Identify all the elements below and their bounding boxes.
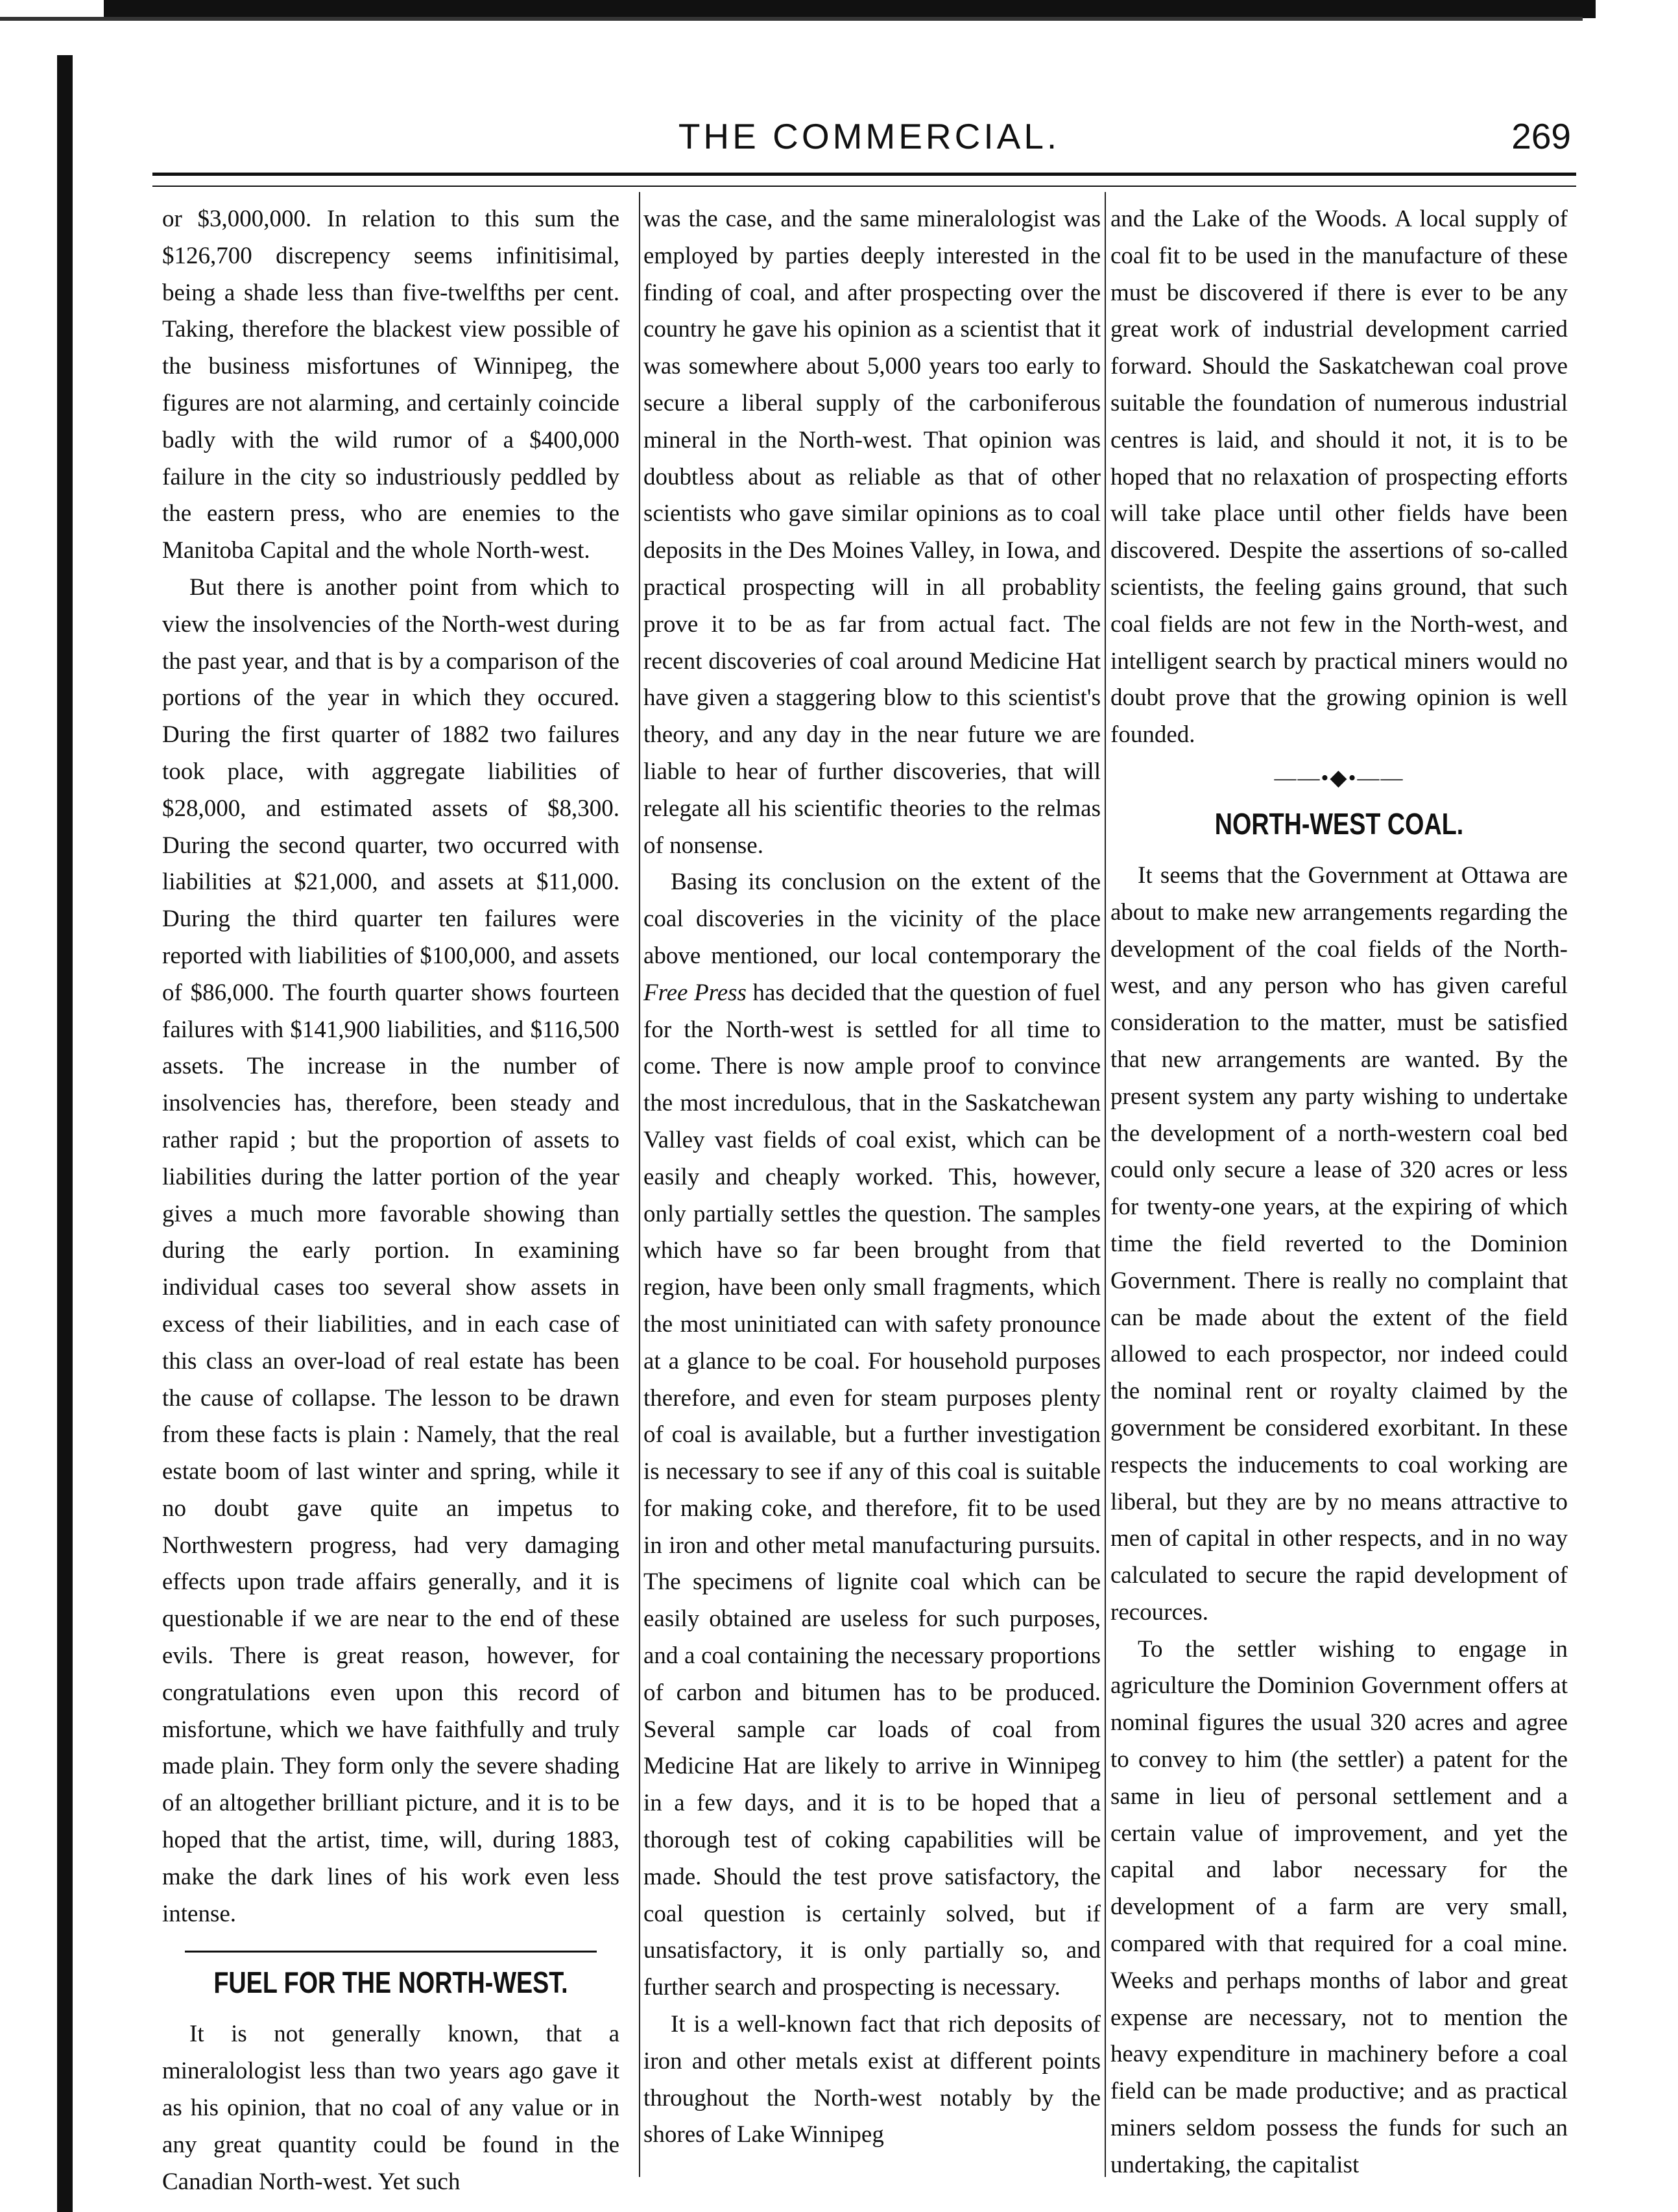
p2-after: has decided that the question of fuel for the North-west is settled for all time to come. There is now ample proof to convince the most incredulous, that in the Saskatchewan Valley vast fields of coal exist, which can be easily and cheaply worked. This, however, only partially settles the question. The samples which have so far been brought from that region, have been only small fragments, which the most uninitiated can with safety pronounce at a glance to be coal. For household purposes therefore, and even for steam purposes plenty of coal is available, but a further investigation is necessary to see if any of this coal is suitable for making coke, and therefore, fit to be used in iron and other metal manufacturing pursuits. The specimens of lignite coal which can be easily obtained are useless for such purposes, and a coal containing the necessary proportions of carbon and bitumen has to be produced. Several sample car loads of coal from Medicine Hat are likely to arrive in Winnipeg in a few days, and it is to be hoped that a thorough test of coking capabilities will be made. Should the test prove satisfactory, the coal question is certainly solved, but if unsatisfactory, it is only partially so, and further search and prospecting is necessary. (643, 979, 1101, 2001)
column-1-paragraph-2: But there is another point from which to view the insolvencies of the North-west during the past year, and that is by a comparison of the portions of the year in which they occured. During the first quarter of 1882 two failures took place, with aggregate liabilities of $28,000, and estimated assets of $8,300. During the second quarter, two occurred with liabilities at $21,000, and assets at $11,000. During the third quarter ten failures were reported with liabilities of $100,000, and assets of $86,000. The fourth quarter shows fourteen failures with $141,900 liabilities, and $116,500 assets. The increase in the number of insolvencies has, therefore, been steady and rather rapid ; but the proportion of assets to liabilities during the latter portion of the year gives a much more favorable showing than during the early portion. In examining individual cases too several show assets in excess of their liabilities, and in each case of this class an over-load of real estate has been the cause of collapse. The lesson to be drawn from these facts is plain : Namely, that the real estate boom of last winter and spring, while it no doubt gave quite an impetus to Northwestern progress, had very damaging effects upon trade affairs generally, and it is questionable if we are near to the end of these evils. There is great reason, however, for congratulations even upon this record of misfortune, which we have faithfully and truly made plain. They form only the severe shading of an altogether brilliant picture, and it is to be hoped that the artist, time, will, during 1883, make the dark lines of his work even less intense. (162, 573, 619, 1927)
column-1-paragraph-1: or $3,000,000. In relation to this sum the $126,700 discrepency seems infinitisimal, being a shade less than five-twelfths per cent. Taking, therefore the blackest view possible of the business misfortunes of Winnipeg, the figures are not alarming, and certainly coincide badly with the wild rumor of a $400,000 failure in the city so industriously peddled by the eastern press, who are enemies to the Manitoba Capital and the whole North-west. (162, 206, 619, 564)
newspaper-name: Free Press (643, 979, 747, 1006)
column-3-paragraph-2: It seems that the Government at Ottawa are about to make new arrangements regarding the development of the coal fields of the North-west, and any person who has given careful consideration to the matter, must be satisfied that new arrangements are wanted. By the present system any party wishing to undertake the development of a north-western coal bed could only secure a lease of 320 acres or less for twenty-one years, at the expiring of which time the field reverted to the Dominion Government. There is really no complaint that can be made about the extent of the field allowed to each prospector, nor indeed could the nominal rent or royalty claimed by the government be considered exorbitant. In these respects the inducements to coal working are liberal, but they are by no means attractive to men of capital in other respects, and in no way calculated to secure the rapid development of recources. (1110, 861, 1568, 1626)
p2-before: Basing its conclusion on the extent of the coal discoveries in the vicinity of the place above mentioned, our local contemporary the (643, 869, 1101, 969)
section-divider (185, 1951, 597, 1953)
column-2 (643, 201, 1101, 2154)
ornament-divider: ——•◆•—— (1274, 765, 1404, 790)
column-divider-2 (1105, 192, 1106, 2177)
page-number: 269 (1511, 116, 1571, 156)
column-1 (162, 201, 619, 2200)
column-3-paragraph-3: To the settler wishing to engage in agriculture the Dominion Government offers at nominal figures the usual 320 acres and agree to convey to him (the settler) a patent for the same in lieu of personal settlement and a certain value of improvement, and yet the capital and labor necessary for the development of a farm are very small, compared with that required for a coal mine. Weeks and perhaps months of labor and great expense are necessary, not to mention the heavy expenditure in machinery before a coal field can be made productive; and as practical miners seldom possess the funds for such an undertaking, the capitalist (1110, 1635, 1568, 2178)
column-1-paragraph-3: It is not generally known, that a mineralologist less than two years ago gave it as his opinion, that no coal of any value or in any great quantity could be found in the Canadian North-west. Yet such (162, 2021, 619, 2195)
masthead-rule-thin (152, 186, 1576, 187)
top-border-thin-rule (0, 17, 1583, 21)
top-border-rule (104, 0, 1596, 18)
article-heading-coal: NORTH-WEST COAL. (1214, 806, 1464, 841)
column-divider-1 (639, 192, 640, 2177)
masthead-title: THE COMMERCIAL. (678, 116, 1061, 156)
article-heading-fuel: FUEL FOR THE NORTH-WEST. (213, 1966, 568, 2000)
masthead-rule-thick (152, 173, 1576, 176)
column-2-paragraph-3: It is a well-known fact that rich deposits of iron and other metals exist at different points throughout the North-west notably by the shores of Lake Winnipeg (643, 2011, 1101, 2148)
scan-binding-edge (57, 55, 73, 2212)
column-3 (1110, 201, 1568, 2184)
column-2-paragraph-1: was the case, and the same mineralologist was employed by parties deeply interested in the finding of coal, and after prospecting over the country he gave his opinion as a scientist that it was somewhere about 5,000 years too early to secure a liberal supply of the carboniferous mineral in the North-west. That opinion was doubtless about as reliable as that of other scientists who gave similar opinions as to coal deposits in the Des Moines Valley, in Iowa, and practical prospecting will in all probablity prove it to be as far from actual fact. The recent discoveries of coal around Medicine Hat have given a staggering blow to this scientist's theory, and any day in the near future we are liable to hear of further discoveries, that will relegate all his scientific theories to the relmas of nonsense. (643, 206, 1101, 859)
column-2-paragraph-2 (643, 864, 1101, 2006)
column-3-paragraph-1: and the Lake of the Woods. A local supply of coal fit to be used in the manufacture of these must be discovered if there is ever to be any great work of industrial development carried forward. Should the Saskatchewan coal prove suitable the foundation of numerous industrial centres is laid, and should it not, it is to be hoped that no relaxation of prospecting efforts will take place until other fields have been discovered. Despite the assertions of so-called scientists, the feeling gains ground, that such coal fields are not few in the North-west, and intelligent search by practical miners would no doubt prove that the growing opinion is well founded. (1110, 206, 1568, 749)
